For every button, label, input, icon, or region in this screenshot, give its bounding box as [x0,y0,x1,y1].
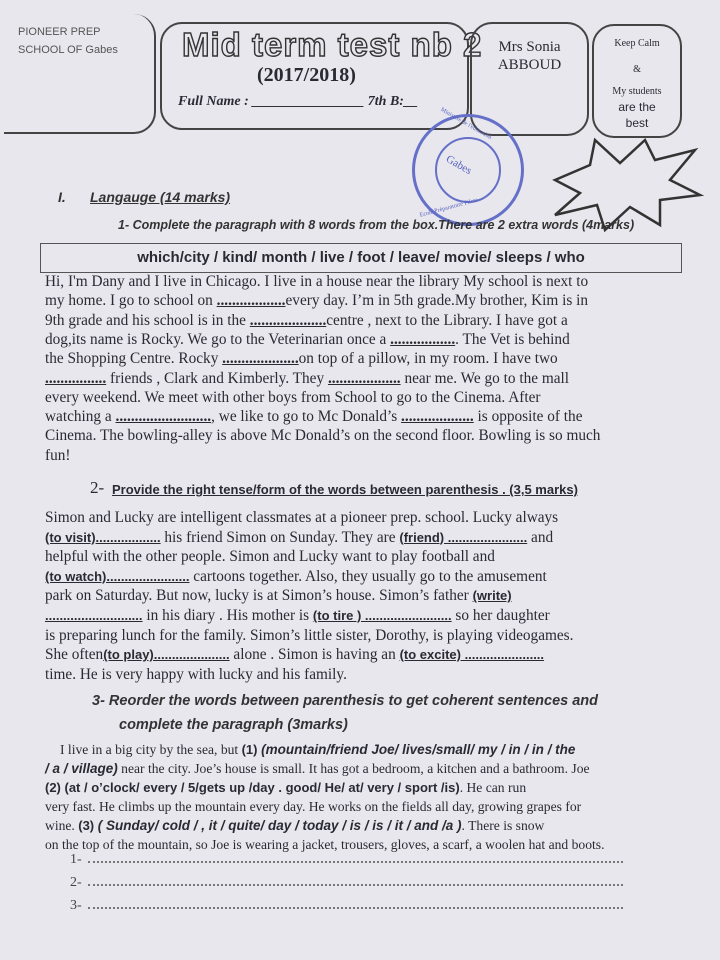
text-segment: She often [45,646,104,664]
fill-in-blank[interactable]: (friend) ...................... [399,529,528,545]
text-segment: Cinema. The bowling-alley is above Mc Donald’s on the second floor. Bowling is so much [45,427,601,445]
text-segment: (3) [78,818,98,833]
fill-in-blank[interactable]: (to visit).................. [45,529,161,545]
fill-in-blank[interactable]: .................... [249,311,327,329]
paragraph-line [45,292,588,310]
teacher-name: Mrs Sonia [498,39,561,55]
paragraph-line [60,742,575,758]
answer-number: 3- [70,898,82,913]
text-segment: on top of a pillow, in my room. I have two [298,350,558,368]
text-segment: the Shopping Centre. Rocky [45,350,223,368]
text-segment: very fast. He climbs up the mountain every day. He works on the fields all day, growing grapes for [45,799,582,814]
paragraph-line [45,646,544,664]
text-segment: watching a [45,408,116,426]
paragraph-line [45,761,590,777]
paragraph-line [45,627,573,645]
text-segment: so her daughter [451,607,550,624]
answer-dotted-line[interactable] [88,884,623,886]
answer-number: 1- [70,852,82,867]
text-segment: . He can run [459,780,527,795]
paragraph-line [45,799,581,815]
fill-in-blank[interactable]: ................... [327,369,401,387]
text-segment: (2) (at / o’clock/ every / 5/gets up /day . good/ He/ at/ very / sport /is) [45,780,460,795]
answer-line[interactable] [70,852,623,868]
text-segment: cartoons together. Also, they usually go to the amusement [189,567,547,585]
paragraph-line [45,666,347,684]
fill-in-blank[interactable]: ........................... [45,608,143,623]
school-name: PIONEER PREP [18,26,101,38]
paragraph-line [45,529,553,547]
paragraph-line [45,312,568,330]
stamp-center-text: Gabes [443,152,474,178]
paragraph-line [45,548,495,566]
fill-in-blank[interactable]: .................... [222,350,299,368]
fill-in-blank[interactable]: (to tire ) ........................ [312,608,452,623]
calm-text-4: are the [618,100,656,114]
text-segment: every weekend. We meet with other boys from School to go to the Cinema. After [45,388,541,406]
text-segment: fun! [45,446,71,464]
paragraph-line [45,607,550,625]
fill-in-blank[interactable]: (to play)..................... [103,647,230,663]
page-title: Mid term test nb 2 [182,26,483,63]
text-segment: I live in a big city by the sea, but [60,742,242,757]
text-segment: park on Saturday. But now, lucky is at Simon’s house. Simon’s father [45,587,473,605]
paragraph-line [45,273,588,291]
text-segment: dog,its name is Rocky. We go to the Veterinarian once a [45,330,391,348]
fill-in-blank[interactable]: (to excite) ...................... [399,647,545,663]
text-segment: near the city. Joe’s house is small. It has got a bedroom, a kitchen and a bathroom. Joe [117,761,590,776]
text-segment: every day. I’m in 5th grade.My brother, Kim is in [285,292,589,310]
fill-in-blank[interactable]: ................ [45,369,107,387]
fill-in-blank[interactable]: .................. [216,292,286,310]
text-segment: (1) [241,742,262,757]
paragraph-line [45,818,544,834]
exercise-3-instruction: 3- Reorder the words between parenthesis to get coherent sentences and [92,693,599,709]
text-segment: (mountain/friend Joe/ lives/small/ my / in / in / the [261,742,576,757]
answer-dotted-line[interactable] [88,907,623,909]
paragraph-line [45,331,570,349]
text-segment: ( Sunday/ cold / , it / quite/ day / today / is / is / it / and /a ) [97,818,462,833]
text-segment: near me. We go to the mall [400,369,570,387]
full-name-field[interactable]: Full Name : ________________ 7th B:__ [178,94,418,109]
text-segment: / a / village) [45,761,118,776]
paragraph-line [45,350,558,368]
exercise-2-number: 2- [90,478,105,497]
calm-text-3: My students [612,86,662,97]
text-segment: helpful with the other people. Simon and Lucky want to play football and [45,548,495,566]
section-heading: Langauge (14 marks) [90,189,231,205]
stamp-top-text: Ministère de l'éducation [439,106,493,142]
calm-text-1: Keep Calm [614,38,660,49]
keep-calm-box [592,24,682,138]
paragraph-line [45,389,541,407]
stamp-bottom-text: Ecole Préparatoire Pilote [419,197,479,219]
text-segment: my home. I go to school on [45,292,217,310]
fill-in-blank[interactable]: ................... [401,408,474,426]
paragraph-line [45,408,583,426]
text-segment: Simon and Lucky are intelligent classmates at a pioneer prep. school. Lucky always [45,509,559,526]
text-segment: . The Vet is behind [455,330,570,348]
exercise-2-instruction: Provide the right tense/form of the words between parenthesis . (3,5 marks) [112,482,578,497]
answer-line[interactable] [70,875,623,891]
text-segment: alone . Simon is having an [229,646,400,664]
text-segment: . There is snow [461,818,545,833]
text-segment: and [527,528,554,546]
paragraph-line [45,780,526,796]
text-segment: in his diary . His mother is [142,607,313,624]
text-segment: on the top of the mountain, so Joe is wearing a jacket, trousers, gloves, a scarf, a woolen hat and boots. [45,837,605,852]
word-box: which/city / kind/ month / live / foot / leave/ movie/ sleeps / who [40,243,682,273]
school-box [4,14,156,134]
paragraph-line [45,447,71,465]
paragraph-line [45,568,547,586]
text-segment: time. He is very happy with lucky and his family. [45,665,347,683]
fill-in-blank[interactable]: (write) [472,588,512,604]
text-segment: Hi, I'm Dany and I live in Chicago. I live in a house near the library My school is next to [45,273,589,290]
text-segment: , we like to go to Mc Donald’s [211,408,402,426]
paragraph-line [45,587,512,605]
text-segment: centre , next to the Library. I have got a [326,311,568,329]
text-segment: is preparing lunch for the family. Simon’s little sister, Dorothy, is playing videogames. [45,626,574,644]
calm-text-2: & [633,64,641,75]
exercise-3-instruction-2: complete the paragraph (3marks) [119,717,348,733]
exercise-1-instruction: 1- Complete the paragraph with 8 words from the box.There are 2 extra words (4marks) [118,218,635,232]
fill-in-blank[interactable]: (to watch)....................... [45,568,190,584]
text-segment: 9th grade and his school is in the [45,311,250,329]
paragraph-line [45,509,558,527]
answer-number: 2- [70,875,82,890]
fill-in-blank[interactable]: ................. [390,330,456,348]
fill-in-blank[interactable]: ......................... [115,408,212,426]
answer-dotted-line[interactable] [88,861,623,863]
school-stamp [412,106,524,226]
section-number: I. [58,189,66,205]
text-segment: is opposite of the [473,408,583,426]
paragraph-line [45,837,604,853]
text-segment: friends , Clark and Kimberly. They [106,369,328,387]
answer-line[interactable] [70,898,623,914]
text-segment: wine. [45,818,79,833]
calm-text-5: best [625,116,649,130]
teacher-surname: ABBOUD [497,57,562,73]
school-city: SCHOOL OF Gabes [18,44,118,56]
school-year: (2017/2018) [257,64,356,86]
paragraph-line [45,427,600,445]
text-segment: his friend Simon on Sunday. They are [160,528,400,546]
paragraph-line [45,370,569,388]
